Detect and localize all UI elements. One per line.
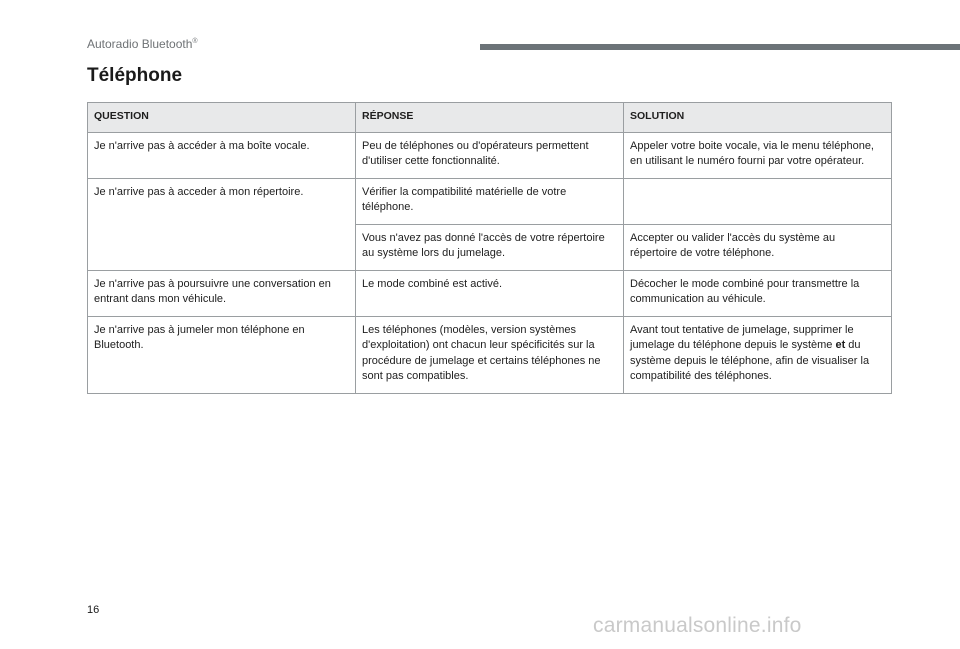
- section-header: [87, 37, 198, 51]
- column-header-solution: SOLUTION: [624, 103, 892, 133]
- solution-text: du système depuis le téléphone, afin de visualiser la compatibilité des téléphones.: [630, 339, 870, 382]
- solution-cell: [624, 316, 892, 393]
- reponse-cell: Vérifier la compatibilité matérielle de votre téléphone.: [356, 178, 624, 224]
- solution-cell: Appeler votre boite vocale, via le menu téléphone, en utilisant le numéro fourni par votre opérateur.: [624, 132, 892, 178]
- page-title: Téléphone: [87, 65, 183, 86]
- solution-cell: Accepter ou valider l'accès du système au répertoire de votre téléphone.: [624, 224, 892, 270]
- troubleshooting-table: [87, 102, 892, 394]
- watermark-text: carmanualsonline.info: [593, 614, 802, 637]
- question-cell: Je n'arrive pas à poursuivre une conversation en entrant dans mon véhicule.: [88, 270, 356, 316]
- solution-cell: [624, 178, 892, 224]
- table-row: [88, 316, 892, 393]
- column-header-question: QUESTION: [88, 103, 356, 133]
- reponse-cell: Le mode combiné est activé.: [356, 270, 624, 316]
- question-cell: Je n'arrive pas à accéder à ma boîte vocale.: [88, 132, 356, 178]
- section-title: Autoradio Bluetooth: [87, 37, 193, 51]
- solution-emphasis: et: [835, 339, 846, 351]
- question-cell: Je n'arrive pas à jumeler mon téléphone en Bluetooth.: [88, 316, 356, 393]
- column-header-reponse: RÉPONSE: [356, 103, 624, 133]
- question-cell: Je n'arrive pas à acceder à mon répertoire.: [88, 178, 356, 270]
- solution-cell: Décocher le mode combiné pour transmettre la communication au véhicule.: [624, 270, 892, 316]
- table-row: [88, 132, 892, 178]
- header-accent-bar: [480, 44, 960, 50]
- page-number: 16: [87, 604, 100, 616]
- reponse-cell: Peu de téléphones ou d'opérateurs permettent d'utiliser cette fonctionnalité.: [356, 132, 624, 178]
- solution-text: Avant tout tentative de jumelage, supprimer le jumelage du téléphone depuis le système: [630, 323, 854, 351]
- table-row: [88, 178, 892, 224]
- table-header-row: [88, 103, 892, 133]
- reponse-cell: Les téléphones (modèles, version systèmes d'exploitation) ont chacun leur spécificités sur la procédure de jumelage et certains téléphones ne sont pas compatibles.: [356, 316, 624, 393]
- table-row: [88, 270, 892, 316]
- registered-mark: ®: [192, 38, 198, 45]
- reponse-cell: Vous n'avez pas donné l'accès de votre répertoire au système lors du jumelage.: [356, 224, 624, 270]
